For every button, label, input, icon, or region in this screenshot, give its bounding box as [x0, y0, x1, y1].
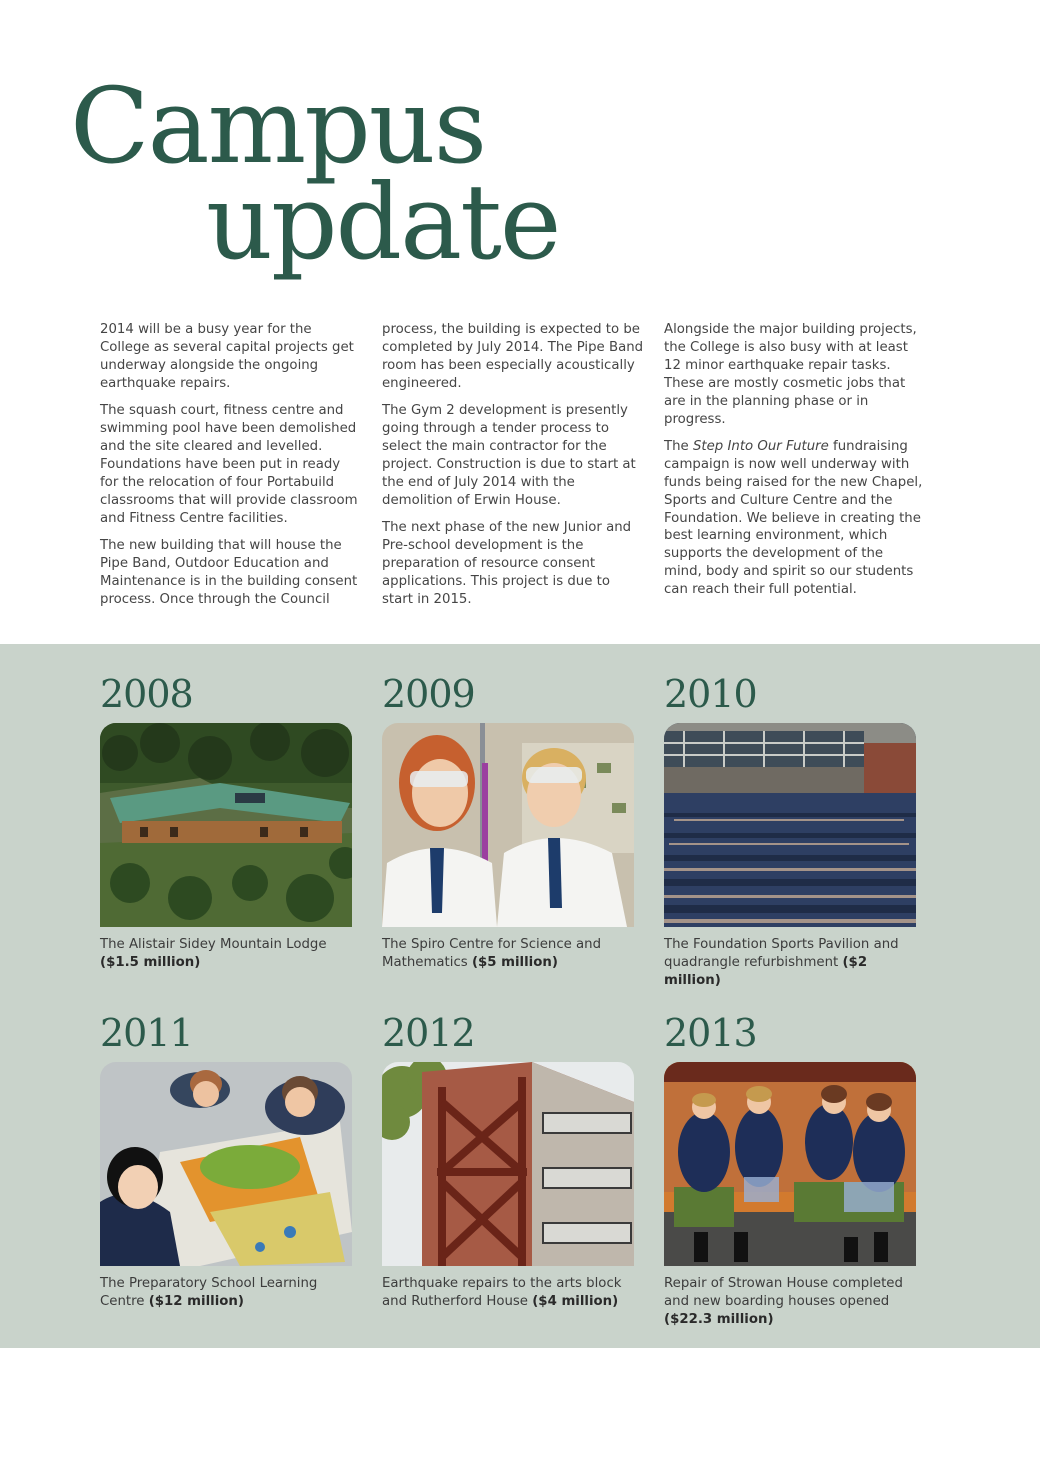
year-label: 2008: [100, 672, 193, 716]
project-cost: ($22.3 million): [664, 1312, 774, 1327]
caption-text: The Spiro Centre for Science and Mathematics: [382, 937, 602, 970]
intro-paragraph: The squash court, fitness centre and swimming pool have been demolished and the site cleared and levelled. Foundations have been put in ready for the relocation of four Portabuild classrooms that will provide classroom and Fitness Centre facilities.: [100, 403, 358, 526]
intro-paragraph: The Gym 2 development is presently going through a tender process to select the main contractor for the project. Construction is due to start at the end of July 2014 with the demolition of Erwin House.: [382, 403, 636, 508]
page-title: [70, 65, 560, 283]
text-span: The: [664, 438, 693, 454]
learning-centre-photo: [100, 1062, 352, 1266]
project-cost: ($5 million): [471, 955, 558, 970]
caption-text: Repair of Strowan House completed and new boarding houses opened: [664, 1276, 903, 1309]
project-cost: ($12 million): [148, 1294, 244, 1309]
intro-column-2: [382, 321, 644, 618]
intro-paragraph: 2014 will be a busy year for the College as several capital projects get underway alongside the ongoing earthquake repairs.: [100, 322, 354, 391]
caption-text: The Foundation Sports Pavilion and quadrangle refurbishment: [664, 937, 899, 970]
timeline-item-2010: [664, 674, 916, 990]
sports-pavilion-photo: [664, 723, 916, 927]
timeline-caption: [382, 936, 634, 972]
timeline-caption: [100, 1275, 352, 1311]
intro-paragraph: [664, 438, 924, 599]
project-cost: ($1.5 million): [100, 955, 201, 970]
timeline-item-2009: [382, 674, 634, 972]
boarding-house-photo: [664, 1062, 916, 1266]
project-cost: ($4 million): [532, 1294, 619, 1309]
caption-text: The Alistair Sidey Mountain Lodge: [100, 937, 327, 952]
year-label: 2009: [382, 672, 475, 716]
timeline-item-2011: [100, 1013, 352, 1311]
intro-paragraph: Alongside the major building projects, the College is also busy with at least 12 minor earthquake repair tasks. These are mostly cosmetic jobs that are in the planning phase or in progress.: [664, 322, 917, 427]
year-label: 2013: [664, 1011, 757, 1055]
timeline-band: [0, 644, 1040, 1348]
intro-column-3: [664, 321, 924, 609]
project-cost: ($2 million): [664, 955, 868, 988]
text-span: fundraising campaign is now well underway with funds being raised for the new Chapel, Sports and Culture Centre and the Foundation. We believe in creating the best learning environment, which supports the development of the mind, body and spirit so our students can reach their full potential.: [664, 438, 923, 598]
timeline-item-2008: [100, 674, 352, 972]
title-line-1: Campus: [70, 65, 486, 187]
year-label: 2012: [382, 1011, 475, 1055]
timeline-caption: [100, 936, 352, 972]
science-students-photo: [382, 723, 634, 927]
campaign-name: Step Into Our Future: [692, 438, 829, 454]
timeline-caption: [664, 1275, 916, 1329]
timeline-item-2013: [664, 1013, 916, 1329]
intro-paragraph: The new building that will house the Pipe Band, Outdoor Education and Maintenance is in the building consent process. Once through the Council: [100, 537, 358, 607]
caption-text: The Preparatory School Learning Centre: [100, 1276, 318, 1309]
timeline-caption: [382, 1275, 634, 1311]
caption-text: Earthquake repairs to the arts block and Rutherford House: [382, 1276, 622, 1309]
intro-paragraph: process, the building is expected to be completed by July 2014. The Pipe Band room has been especially acoustically engineered.: [382, 322, 644, 391]
title-line-2: update: [206, 161, 560, 283]
mountain-lodge-photo: [100, 723, 352, 927]
intro-column-1: [100, 321, 362, 618]
intro-paragraph: The next phase of the new Junior and Pre-school development is the preparation of resource consent applications. This project is due to start in 2015.: [382, 520, 632, 607]
timeline-caption: [664, 936, 916, 990]
year-label: 2011: [100, 1011, 193, 1055]
arts-block-photo: [382, 1062, 634, 1266]
timeline-item-2012: [382, 1013, 634, 1311]
year-label: 2010: [664, 672, 757, 716]
